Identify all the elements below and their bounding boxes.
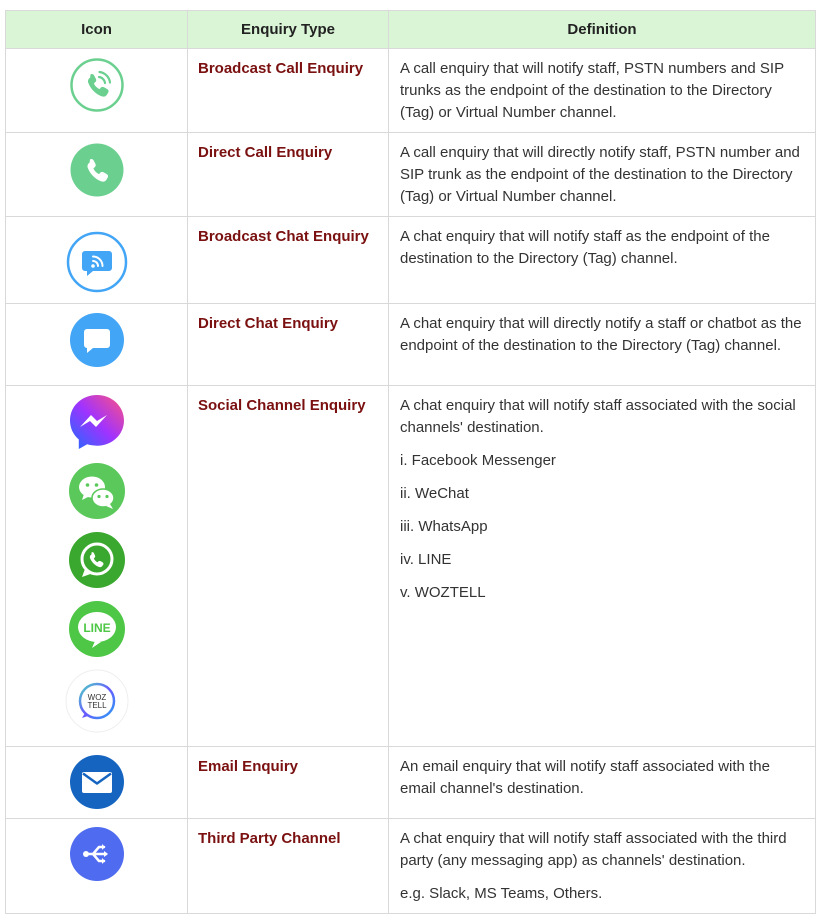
enquiry-type-label: Social Channel Enquiry xyxy=(188,386,389,747)
header-enquiry-type: Enquiry Type xyxy=(188,11,389,49)
table-row xyxy=(6,386,816,747)
definition-text: A chat enquiry that will notify staff associated with the third party (any messaging app) as channels' destination. e.g. Slack, MS Teams, Others. xyxy=(389,819,816,914)
table-row xyxy=(6,304,816,386)
enquiry-type-label: Email Enquiry xyxy=(188,747,389,819)
header-icon: Icon xyxy=(6,11,188,49)
facebook-messenger-icon xyxy=(68,393,126,451)
table-row xyxy=(6,747,816,819)
definition-text: An email enquiry that will notify staff associated with the email channel's destination. xyxy=(389,747,816,819)
example-text: e.g. Slack, MS Teams, Others. xyxy=(400,885,603,902)
icon-cell xyxy=(6,217,188,304)
definition-text: A chat enquiry that will directly notify a staff or chatbot as the endpoint of the destination to the Directory (Tag) channel. xyxy=(389,304,816,386)
list-item: ii. WeChat xyxy=(400,485,469,502)
table-row xyxy=(6,49,816,133)
definition-text: A call enquiry that will directly notify staff, PSTN number and SIP trunk as the endpoint of the destination to the Directory (Tag) or Virtual Number channel. xyxy=(389,133,816,217)
enquiry-type-label: Direct Chat Enquiry xyxy=(188,304,389,386)
icon-cell xyxy=(6,304,188,386)
third-party-icon xyxy=(69,826,125,882)
enquiry-type-label: Direct Call Enquiry xyxy=(188,133,389,217)
icon-cell xyxy=(6,133,188,217)
definition-text: A chat enquiry that will notify staff as the endpoint of the destination to the Directory (Tag) channel. xyxy=(389,217,816,304)
woztell-icon-text-bottom: TELL xyxy=(86,701,107,710)
whatsapp-icon xyxy=(68,531,126,589)
header-definition: Definition xyxy=(389,11,816,49)
list-item: i. Facebook Messenger xyxy=(400,452,556,469)
icon-cell xyxy=(6,819,188,914)
list-item: iii. WhatsApp xyxy=(400,518,488,535)
table-row xyxy=(6,217,816,304)
list-item: v. WOZTELL xyxy=(400,584,486,601)
direct-call-icon xyxy=(69,142,125,198)
email-icon xyxy=(69,754,125,810)
wechat-icon xyxy=(68,462,126,520)
enquiry-type-label: Broadcast Chat Enquiry xyxy=(188,217,389,304)
table-row xyxy=(6,133,816,217)
enquiry-type-label: Third Party Channel xyxy=(188,819,389,914)
direct-chat-icon xyxy=(69,312,125,368)
definition-text: A call enquiry that will notify staff, PSTN numbers and SIP trunks as the endpoint of the destination to the Directory (Tag) or Virtual Number channel. xyxy=(389,49,816,133)
list-item: iv. LINE xyxy=(400,551,452,568)
icon-cell xyxy=(6,747,188,819)
icon-cell xyxy=(6,49,188,133)
broadcast-chat-icon xyxy=(66,231,128,293)
enquiry-type-label: Broadcast Call Enquiry xyxy=(188,49,389,133)
broadcast-call-icon xyxy=(69,57,125,113)
line-icon xyxy=(68,600,126,658)
line-icon-text: LINE xyxy=(82,621,111,635)
icon-cell xyxy=(6,386,188,747)
definition-text: A chat enquiry that will notify staff associated with the social channels' destination. i. Facebook Messenger ii. WeChat iii. WhatsApp iv. LINE v. WOZTELL xyxy=(389,386,816,747)
table-header-row xyxy=(6,11,816,49)
enquiry-types-table xyxy=(5,10,816,914)
table-row xyxy=(6,819,816,914)
woztell-icon-text-top: WOZ xyxy=(87,693,106,702)
woztell-icon xyxy=(65,669,129,733)
